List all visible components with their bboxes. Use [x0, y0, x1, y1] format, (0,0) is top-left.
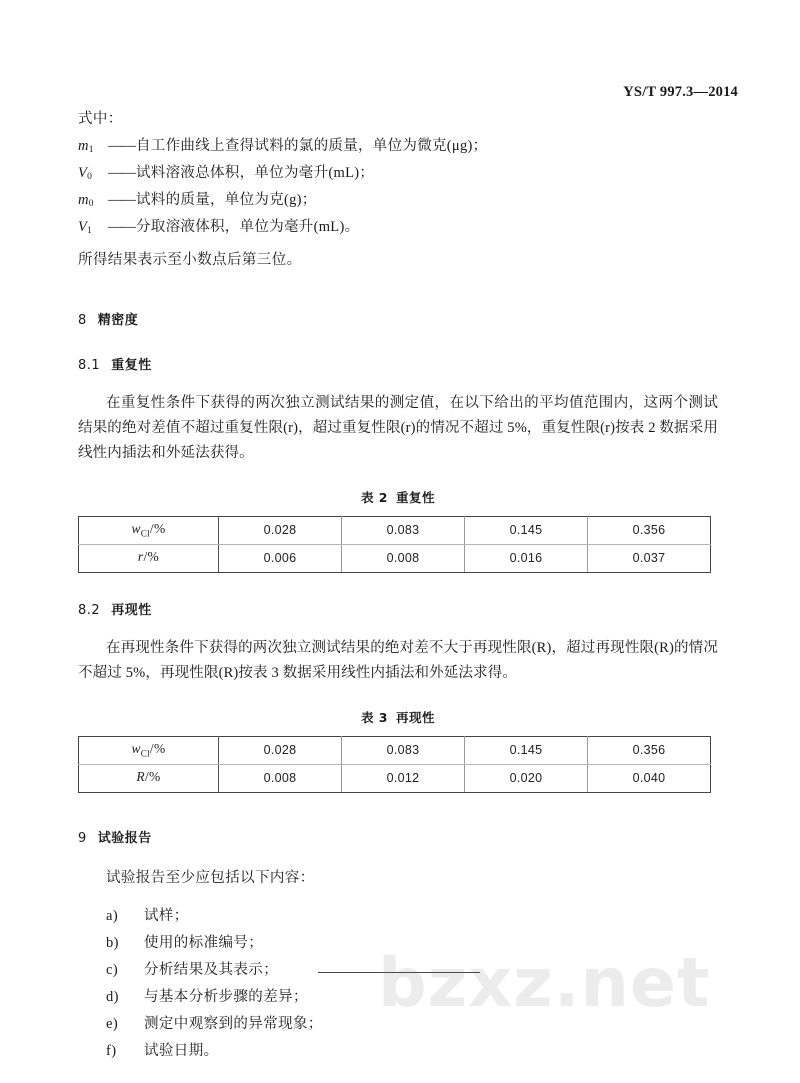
table-3-cell: 0.028: [219, 736, 342, 764]
heading-clause-9: [78, 827, 718, 846]
clause-8-1-title: 重复性: [111, 357, 152, 373]
document-body: [78, 112, 718, 1065]
table-3-cell: 0.040: [588, 764, 711, 792]
table-2-cell: 0.006: [219, 544, 342, 572]
legend-item: [78, 134, 718, 161]
table-2: [78, 516, 711, 573]
legend-symbol: $V_0$: [78, 164, 93, 182]
table-3-row-1-label: R/%: [79, 764, 219, 792]
formula-where-label: 式中：: [78, 111, 123, 127]
table-2-title: 重复性: [396, 489, 436, 505]
list-item: [106, 930, 718, 957]
clause-8-2-paragraph: 在再现性条件下获得的两次独立测试结果的绝对差不大于再现性限(R)，超过再现性限(R)的情况不超过 5%，再现性限(R)按表 3 数据采用线性内插法和外延法求得。: [78, 639, 718, 681]
list-item-marker: c): [106, 961, 119, 978]
list-item-marker: f): [106, 1042, 117, 1059]
table-row: [79, 736, 711, 764]
heading-clause-8-2: [78, 599, 718, 618]
table-2-label: 表 2: [360, 489, 389, 505]
table-3: [78, 736, 711, 793]
table-row: [79, 544, 711, 572]
table-3-caption: [78, 708, 718, 726]
table-2-cell: 0.028: [219, 516, 342, 544]
clause-8-1-paragraph: 在重复性条件下获得的两次独立测试结果的测定值，在以下给出的平均值范围内，这两个测试结果的绝对差值不超过重复性限(r)，超过重复性限(r)的情况不超过 5%，重复性限(r)按表 2 数据采用线性内插法和外延法获得。: [78, 394, 718, 461]
table-3-cell: 0.083: [342, 736, 465, 764]
table-3-cell: 0.020: [465, 764, 588, 792]
heading-clause-8-1: [78, 354, 718, 373]
formula-closing-note: 所得结果表示至小数点后第三位。: [78, 251, 302, 268]
report-items-list: [78, 903, 718, 1065]
table-3-cell: 0.356: [588, 736, 711, 764]
legend-dash: ——: [108, 137, 135, 154]
watermark-text: bzxz.net: [378, 944, 711, 1023]
list-item-marker: d): [106, 988, 119, 1005]
clause-8-1-number: 8.1: [78, 357, 101, 373]
table-2-cell: 0.037: [588, 544, 711, 572]
table-row: [79, 516, 711, 544]
heading-clause-8: [78, 309, 718, 328]
list-item-text: 分析结果及其表示；: [144, 961, 279, 978]
table-2-cell: 0.016: [465, 544, 588, 572]
clause-8-number: 8: [78, 312, 87, 328]
legend-dash: ——: [108, 164, 135, 181]
legend-text: 自工作曲线上查得试料的氯的质量，单位为微克(μg)；: [136, 137, 488, 154]
end-of-text-rule: [318, 972, 480, 973]
legend-dash: ——: [108, 191, 135, 208]
table-3-row-0-label: $w_{Cl}/\%$: [79, 736, 219, 764]
clause-8-2-number: 8.2: [78, 602, 101, 618]
table-3-cell: 0.008: [219, 764, 342, 792]
legend-symbol: $m_1$: [78, 137, 94, 155]
table-2-row-0-label: $w_{Cl}/\%$: [79, 516, 219, 544]
table-2-row-1-label: r/%: [79, 544, 219, 572]
table-3-label: 表 3: [360, 709, 389, 725]
legend-symbol: $V_1$: [78, 218, 93, 236]
running-header: [623, 84, 738, 101]
legend-symbol: $m_0$: [78, 191, 94, 209]
list-item-text: 测定中观察到的异常现象；: [144, 1015, 323, 1032]
standard-code: YS/T 997.3—2014: [623, 84, 738, 100]
legend-item: [78, 188, 718, 215]
list-item-text: 试验日期。: [144, 1042, 219, 1059]
clause-9-number: 9: [78, 830, 87, 846]
list-item: [106, 984, 718, 1011]
table-2-cell: 0.083: [342, 516, 465, 544]
table-2-cell: 0.008: [342, 544, 465, 572]
legend-item: [78, 161, 718, 188]
table-row: [79, 764, 711, 792]
table-2-cell: 0.356: [588, 516, 711, 544]
table-3-cell: 0.012: [342, 764, 465, 792]
table-2-caption: [78, 488, 718, 506]
list-item-marker: a): [106, 907, 119, 924]
list-item: [106, 957, 718, 984]
list-item: [106, 1038, 718, 1065]
list-item: [106, 1011, 718, 1038]
formula-legend-list: [78, 134, 718, 242]
legend-text: 分取溶液体积，单位为毫升(mL)。: [136, 218, 360, 235]
table-3-title: 再现性: [396, 709, 436, 725]
list-item-marker: b): [106, 934, 119, 951]
table-3-cell: 0.145: [465, 736, 588, 764]
list-item-text: 与基本分析步骤的差异；: [144, 988, 308, 1005]
list-item-text: 试样；: [144, 907, 189, 924]
table-2-cell: 0.145: [465, 516, 588, 544]
list-item: [106, 903, 718, 930]
legend-item: [78, 215, 718, 242]
legend-dash: ——: [108, 218, 135, 235]
clause-9-title: 试验报告: [97, 830, 152, 846]
list-item-marker: e): [106, 1015, 119, 1032]
legend-text: 试料溶液总体积，单位为毫升(mL)；: [136, 164, 375, 181]
clause-9-intro: 试验报告至少应包括以下内容：: [106, 869, 315, 886]
clause-8-title: 精密度: [97, 312, 139, 328]
legend-text: 试料的质量，单位为克(g)；: [136, 191, 317, 208]
clause-8-2-title: 再现性: [111, 602, 152, 618]
list-item-text: 使用的标准编号；: [144, 934, 264, 951]
